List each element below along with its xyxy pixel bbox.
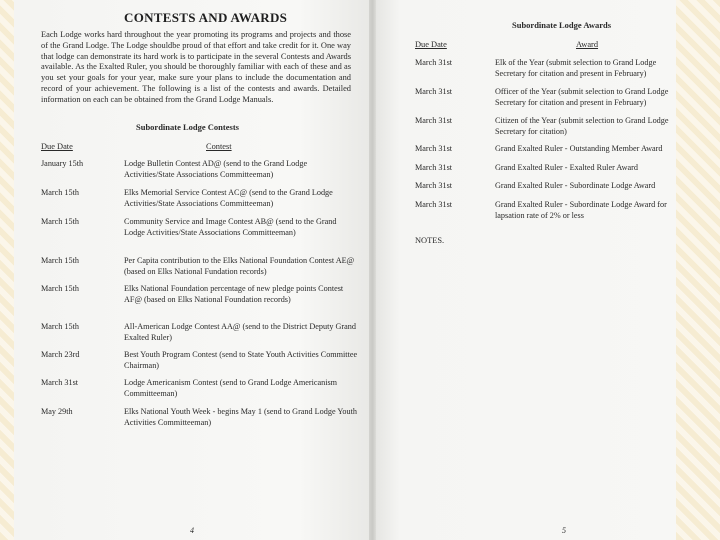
award-due-date: March 31st bbox=[415, 116, 453, 125]
award-due-date: March 31st bbox=[415, 200, 453, 209]
contest-description: Lodge Bulletin Contest AD@ (send to the Grand Lodge Activities/State Associations Committeeman) bbox=[124, 159, 308, 179]
contest-due-date: May 29th bbox=[41, 407, 73, 416]
decorative-stripe-left bbox=[0, 0, 14, 540]
award-column-header: Award bbox=[576, 40, 599, 49]
left-page bbox=[14, 0, 369, 540]
award-due-date: March 31st bbox=[415, 181, 453, 190]
award-description: Grand Exalted Ruler - Outstanding Member Award bbox=[495, 144, 663, 153]
scanned-booklet bbox=[14, 0, 676, 540]
contest-due-date: March 15th bbox=[41, 322, 79, 331]
award-due-date: March 31st bbox=[415, 144, 453, 153]
contest-due-date: March 15th bbox=[41, 256, 79, 265]
contest-due-date: March 23rd bbox=[41, 350, 80, 359]
contest-description: Elks Memorial Service Contest AC@ (send to the Grand Lodge Activities/State Associations Committeeman) bbox=[124, 188, 333, 208]
awards-heading: Subordinate Lodge Awards bbox=[512, 20, 612, 30]
contest-description: Community Service and Image Contest AB@ (send to the Grand Lodge Activities/State Associations Committeeman) bbox=[124, 217, 337, 237]
award-description: Grand Exalted Ruler - Exalted Ruler Award bbox=[495, 163, 638, 172]
award-description: Grand Exalted Ruler - Subordinate Lodge Award bbox=[495, 181, 656, 190]
award-description: Citizen of the Year (submit selection to Grand Lodge Secretary for citation) bbox=[495, 116, 669, 136]
contest-description: Elks National Foundation percentage of new pledge points Contest AF@ (based on Elks National Foundation records) bbox=[124, 284, 344, 304]
award-due-date: March 31st bbox=[415, 87, 453, 96]
contest-description: Lodge Americanism Contest (send to Grand Lodge Americanism Committeeman) bbox=[124, 378, 338, 398]
award-description: Grand Exalted Ruler - Subordinate Lodge Award for lapsation rate of 2% or less bbox=[495, 200, 667, 220]
page-title: CONTESTS AND AWARDS bbox=[124, 10, 288, 25]
contest-column-header: Contest bbox=[206, 142, 232, 151]
award-due-date: March 31st bbox=[415, 58, 453, 67]
contests-heading: Subordinate Lodge Contests bbox=[136, 122, 239, 132]
contest-due-date: March 15th bbox=[41, 284, 79, 293]
contest-due-date: January 15th bbox=[41, 159, 84, 168]
right-page bbox=[376, 0, 676, 540]
page-number-right: 5 bbox=[562, 526, 566, 535]
contest-description: Elks National Youth Week - begins May 1 (send to Grand Lodge Youth Activities Committeeman) bbox=[124, 407, 357, 427]
award-description: Elk of the Year (submit selection to Grand Lodge Secretary for citation and present in February) bbox=[495, 58, 657, 78]
contest-due-date: March 31st bbox=[41, 378, 79, 387]
due-date-column-header: Due Date bbox=[415, 40, 447, 49]
contest-due-date: March 15th bbox=[41, 188, 79, 197]
page-number-left: 4 bbox=[190, 526, 194, 535]
contest-description: All-American Lodge Contest AA@ (send to the District Deputy Grand Exalted Ruler) bbox=[124, 322, 356, 342]
contest-description: Best Youth Program Contest (send to State Youth Activities Committee Chairman) bbox=[124, 350, 358, 370]
contest-description: Per Capita contribution to the Elks National Foundation Contest AE@ (based on Elks National Fundation records) bbox=[124, 256, 355, 276]
award-due-date: March 31st bbox=[415, 163, 453, 172]
contest-due-date: March 15th bbox=[41, 217, 79, 226]
intro-paragraph: Each Lodge works hard throughout the year promoting its programs and projects and those of the Grand Lodge. The Lodge shouldbe proud of that effort and take credit for it. One way that lodge can demonstrate its hard work is to participate in the several Contests and Awards available. As the Exalted Ruler, you should be thoroughly familiar with each of these and as you set your goals for your year, make sure your plans to include the documentation and record of your achievement. The following is a list of the contests and awards. Detailed information on each can be obtained from the Grand Lodge Manuals. bbox=[41, 30, 351, 104]
notes-label: NOTES. bbox=[415, 236, 445, 245]
due-date-column-header: Due Date bbox=[41, 142, 73, 151]
award-description: Officer of the Year (submit selection to Grand Lodge Secretary for citation and present in February) bbox=[495, 87, 669, 107]
book-gutter bbox=[369, 0, 376, 540]
decorative-stripe-right bbox=[676, 0, 720, 540]
